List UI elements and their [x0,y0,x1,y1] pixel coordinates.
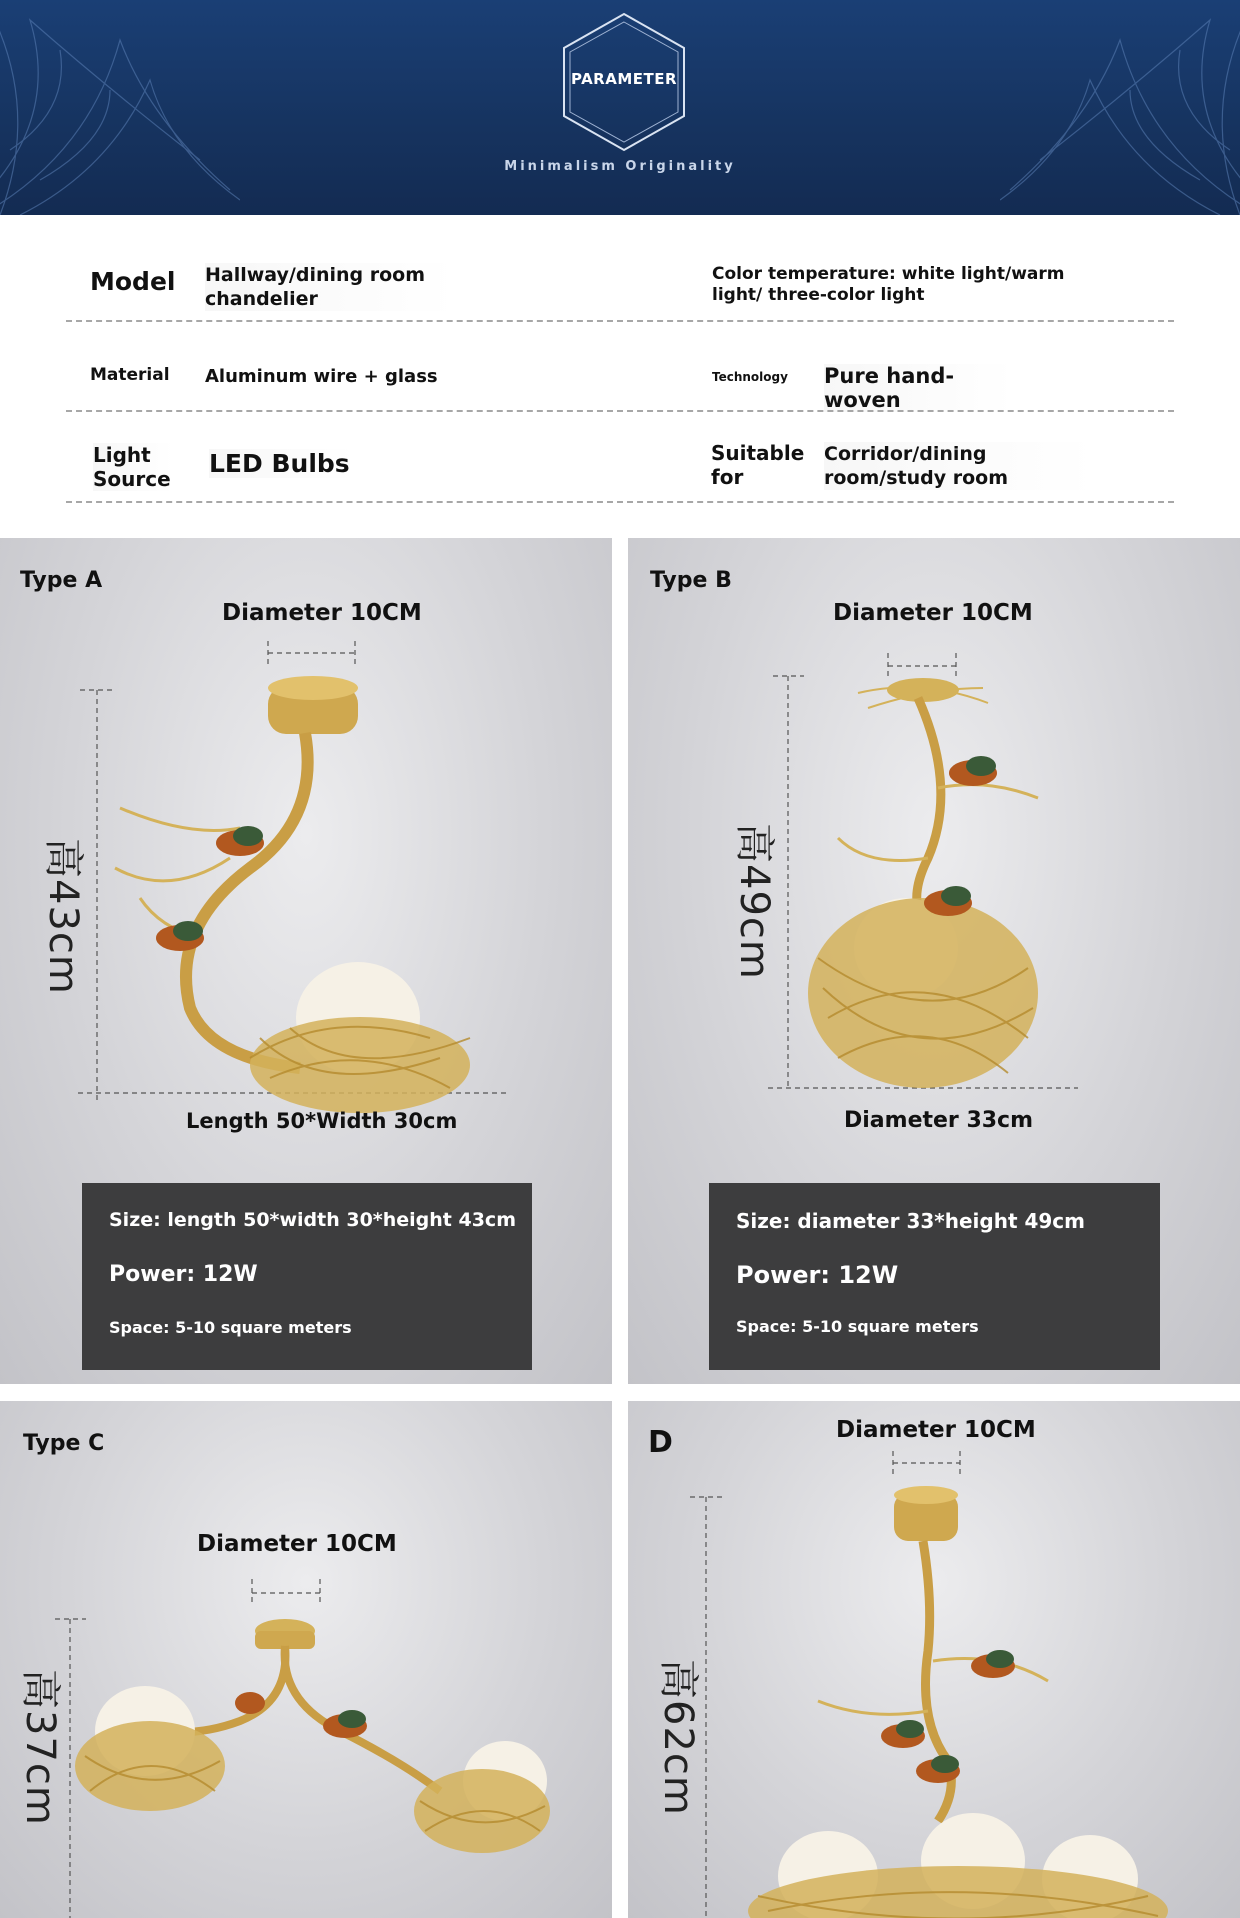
type-b-height-label: 高49cm [731,823,777,980]
material-label: Material [90,365,170,385]
technology-value: Pure hand-woven [824,364,1014,412]
product-panel-type-d [628,1401,1240,1918]
parameter-badge: PARAMETER [570,70,678,88]
type-a-space: Space: 5-10 square meters [109,1318,352,1337]
type-a-power: Power: 12W [109,1262,258,1287]
type-b-space: Space: 5-10 square meters [736,1317,979,1336]
divider [66,501,1174,503]
type-a-size: Size: length 50*width 30*height 43cm [109,1209,516,1231]
type-a-title: Type A [20,568,103,593]
type-b-bottom-dimension: Diameter 33cm [844,1108,1034,1133]
technology-label: Technology [712,370,788,384]
product-panel-type-b [628,538,1240,1384]
light-source-label: Light Source [93,443,173,491]
type-d-title: D [648,1425,673,1460]
lotus-decoration-right-icon [1000,0,1240,215]
type-b-top-dimension: Diameter 10CM [833,600,1033,626]
chandelier-type-d-image [628,1401,1240,1918]
type-c-title: Type C [23,1431,105,1456]
material-value: Aluminum wire + glass [205,366,438,387]
product-panel-type-c [0,1401,612,1918]
type-a-height-label: 高43cm [40,838,86,995]
tagline: Minimalism Originality [504,159,736,174]
type-b-spec-box [709,1183,1160,1370]
header-banner [0,0,1240,215]
color-temperature: Color temperature: white light/warm light/ three-color light [712,264,1065,305]
suitable-for-value: Corridor/dining room/study room [824,442,1094,490]
divider [66,320,1174,322]
type-a-spec-box [82,1183,532,1370]
type-a-bottom-dimension: Length 50*Width 30cm [186,1109,458,1133]
type-d-top-dimension: Diameter 10CM [836,1417,1036,1443]
chandelier-type-c-image [0,1401,612,1918]
type-d-height-label: 高62cm [655,1659,701,1816]
model-label: Model [90,267,176,296]
type-b-power: Power: 12W [736,1261,899,1289]
type-a-top-dimension: Diameter 10CM [222,600,422,626]
product-panel-type-a [0,538,612,1384]
type-b-title: Type B [650,568,732,593]
light-source-value: LED Bulbs [209,449,354,478]
divider [66,410,1174,412]
type-c-height-label: 高37cm [17,1669,63,1826]
model-value: Hallway/dining room chandelier [205,263,455,311]
lotus-decoration-left-icon [0,0,240,215]
type-c-top-dimension: Diameter 10CM [197,1531,397,1557]
type-b-size: Size: diameter 33*height 49cm [736,1209,1086,1233]
suitable-for-label: Suitable for [711,441,805,489]
